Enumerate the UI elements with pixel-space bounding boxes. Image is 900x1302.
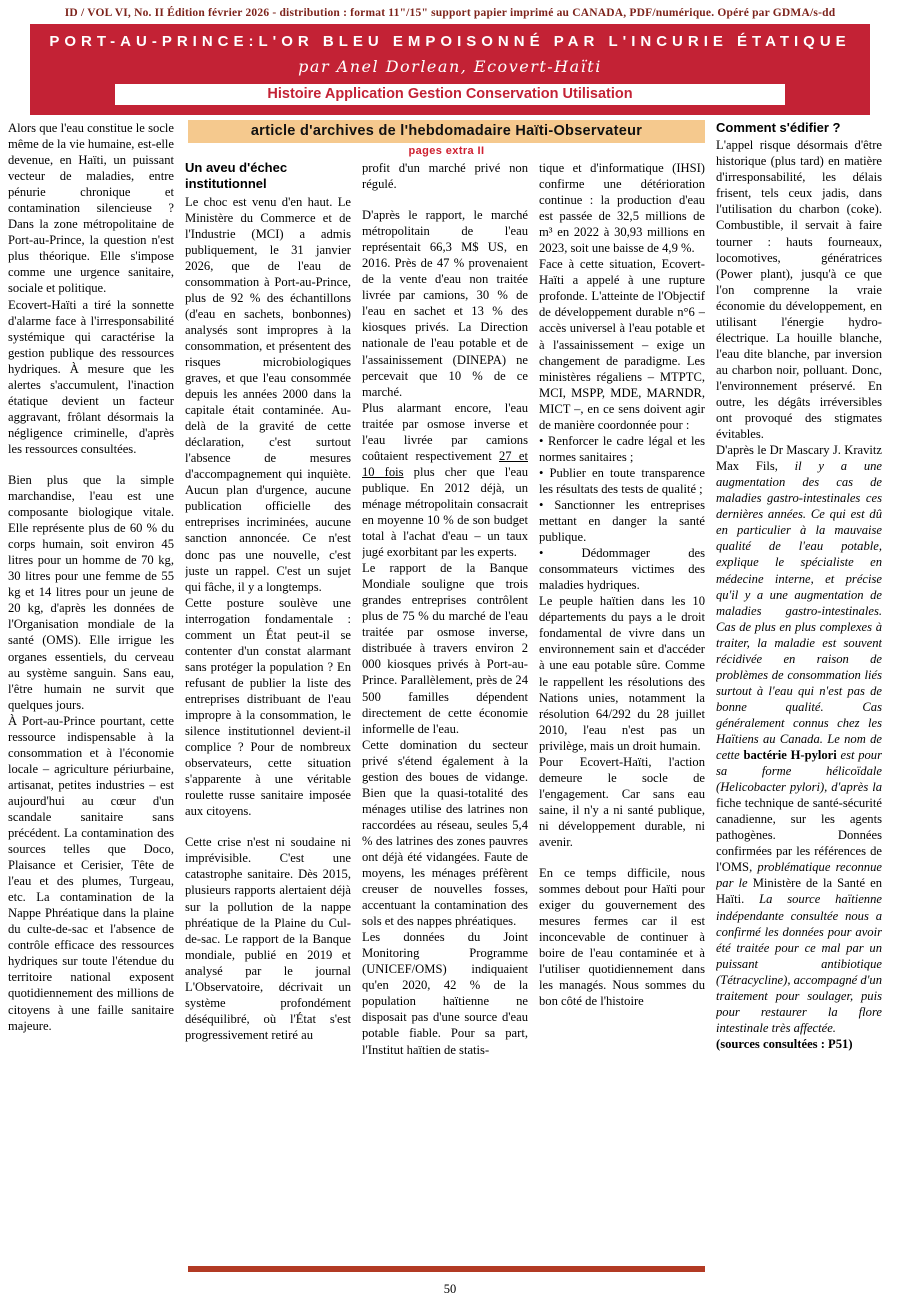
article-column-1	[8, 120, 174, 1272]
edition-meta-line: ID / VOL VI, No. II Édition février 2026 - distribution : format 11"/15" support papier imprimé au CANADA, PDF/numérique. Opéré par GDMA/s-dd	[64, 7, 836, 19]
paragraph: L'appel risque désormais d'être historique (plus tard) en matière d'irresponsabilité, les délais frisent, tels ceux jadis, dans l'utilisation du charbon (coke). Combustible, il servait à faire tourner : hauts fourneaux, locomotives, génératrices (Power plant), jusqu'à ce que l'on comprenne la vraie économie du développement, en utilisant l'énergie hydro-électrique. La houille blanche, l'eau dite blanche, par inversion au charbon noir, polluant. Donc, l'environnement préservé. En outre, les dégâts irréversibles ont provoqué des stigmates évitables.	[716, 138, 882, 442]
paragraph: • Dédommager des consommateurs victimes des maladies hydriques.	[539, 546, 705, 593]
paragraph: • Publier en toute transparence les résultats des tests de qualité ;	[539, 465, 705, 496]
article-headline: PORT-AU-PRINCE:L'OR BLEU EMPOISONNÉ PAR L'INCURIE ÉTATIQUE	[49, 33, 851, 50]
paragraph: D'après le rapport, le marché métropolitain de l'eau représentait 66,3 M$ US, en 2016. Près de 47 % provenaient de la vente d'eau non traitée livrée par camions, 30 % de l'eau en sachet et 13 % des kiosques privés. La Direction nationale de l'eau potable et de l'assainissement (DINEPA) ne percevait que 10 % de ce marché.	[362, 208, 528, 399]
paragraph: Cette posture soulève une interrogation fondamentale : comment un État peut-il se contenter d'un constat alarmant sans protéger la population ? En refusant de publier la liste des entreprises distribuant de l'eau impropre à la consommation, le silence institutionnel devient-il complice ? Pour de nombreux observateurs, cette situation s'apparente à une véritable roulette russe sanitaire imposée aux citoyens.	[185, 595, 351, 819]
paragraph: tique et d'informatique (IHSI) confirme une détérioration continue : la production d'eau est passée de 32,5 millions de m³ en 2022 à 30,93 millions en 2023, soit une baisse de 4,9 %.	[539, 161, 705, 256]
paragraph: À Port-au-Prince pourtant, cette ressource indispensable à la consommation et à l'économie locale – agriculture périurbaine, artisanat, petites industries – est aujourd'hui au cœur d'un scandale sanitaire sans précédent. La contamination des sources telles que Doco, Plaisance et Cerisier, Tête de l'eau et des plumes, Turgeau, etc. La contamination de la Nappe Phréatique dans la plaine du culte-de-sac et l'absence de contrôle efficace des ressources hydriques sur toute l'étendue du territoire national exposent quotidiennement des millions de citoyens à une faille sanitaire majeure.	[8, 713, 174, 1033]
paragraph: Les données du Joint Monitoring Programme (UNICEF/OMS) indiquaient qu'en 2020, 42 % de la population haïtienne ne disposait pas d'une source d'eau potable fiable. Pour sa part, l'Institut haïtien de statis-	[362, 930, 528, 1057]
paragraph: Le choc est venu d'en haut. Le Ministère du Commerce et de l'Industrie (MCI) a admis publiquement, le 31 janvier 2026, que de l'eau de consommation à Port-au-Prince, plus de 92 % des échantillons (d'eau en sachets, bonbonnes) analysés sont impropres à la consommation, et présentent des risques microbiologiques graves, et que l'eau consommée depuis les années 2000 dans la capitale était contaminée. Au-delà de la gravité de cette déclaration, c'est surtout l'absence de mesures d'accompagnement qui inquiète. Aucun plan d'urgence, aucune publication officielle des entreprises incriminées, aucune sanction annoncée. Ce n'est donc pas une nouvelle, c'est juste un rappel. C'est un sujet qui fâche, il y a longtemps.	[185, 194, 351, 594]
paragraph: Bien plus que la simple marchandise, l'eau est une composante biologique vitale. Elle représente plus de 60 % du corps humain, soit environ 45 litres pour un homme de 70 kg, 30 litres pour une femme de 55 kg et 14 litres pour un jeune de 20 kg, d'après les données de l'Organisation mondiale de la santé (OMS). Elle irrigue les organes essentiels, du cerveau au système sanguin. Sans eau, l'être humain ne survit que quelques jours.	[8, 472, 174, 712]
paragraph: Cette crise n'est ni soudaine ni imprévisible. C'est une catastrophe sanitaire. Dès 2015, plusieurs rapports alertaient déjà sur la pollution de la nappe phréatique de la Plaine du Cul-de-sac. Le rapport de la Banque mondiale, publié en 2019 et analysé par le journal L'Observatoire, décrivait un système profondément déséquilibré, où l'État s'est progressivement retiré au	[185, 835, 351, 1042]
paragraph: Le rapport de la Banque Mondiale souligne que trois grandes entreprises contrôlent plus de 75 % du marché de l'eau traitée par osmose inverse, distribuée à travers environ 2 000 kiosques privés à Port-au-Prince. Parallèlement, près de 24 500 familles dépendent directement de cette économie informelle de l'eau.	[362, 561, 528, 736]
archive-banner-subtitle: pages extra II	[408, 145, 485, 157]
paragraph: Le peuple haïtien dans les 10 départements du pays a le droit fondamental de vivre dans un environnement sain et d'accéder à une eau potable sûre. Comme le rappellent les résolutions des Nations unies, notamment la résolution 64/292 du 28 juillet 2010, l'eau n'est pas un privilège, mais un droit humain.	[539, 594, 705, 753]
paragraph: • Sanctionner les entreprises mettant en danger la santé publique.	[539, 497, 705, 545]
archive-banner-label: article d'archives de l'hebdomadaire Haïti-Observateur	[188, 120, 705, 143]
article-column-3	[362, 120, 528, 1272]
paragraph: profit d'un marché privé non régulé.	[362, 161, 528, 192]
paragraph: D'après le Dr Mascary J. Kravitz Max Fils, il y a une augmentation des cas de maladies gastro-intestinales ces dernières années. Ce qui est dû en particulier à la mauvaise qualité de l'eau potable, explique le spécialiste en médecine interne, et précise qu'il y a une augmentation de maladies gastro-intestinales. Cas de plus en plus complexes à traiter, la maladie est souvent récidivée en raison de problèmes de consommation liés surtout à l'eau qui n'est pas de bonne qualité. Cas généralement connus chez les Haïtiens au Canada. Le nom de cette bactérie H-pylori est pour sa forme hélicoïdale (Helicobacter pylori), d'après la fiche technique de santé-sécurité canadienne, sur les agents pathogènes. Données confirmées par les références de l'OMS, problématique reconnue par le Ministère de la Santé en Haïti. La source haïtienne indépendante consultée nous a confirmé les données pour avoir été traitée pour ce mal par un puissant antibiotique (Tétracycline), accompagné d'un traitement pour soulager, puis pour restaurer la flore intestinale très affectée.	[716, 443, 882, 1035]
paragraph: Pour Ecovert-Haïti, l'action demeure le socle de l'engagement. Car sans eau saine, il n'y a ni santé publique, ni développement durable, ni avenir.	[539, 754, 705, 849]
article-column-4	[539, 120, 705, 1272]
article-body	[8, 120, 892, 1272]
section-keywords-strip: Histoire Application Gestion Conservation Utilisation	[115, 84, 785, 105]
paragraph: Cette domination du secteur privé s'étend également à la gestion des boues de vidange. Bien que la quasi-totalité des ménages utilise des latrines non raccordées au réseau, seules 5,4 % des latrines des zones pauvres ont déjà été vidangées. Faute de moyens, les ménages préfèrent creuser de nouvelles fosses, accentuant la contamination des sols et des nappes phréatiques.	[362, 737, 528, 929]
bottom-divider-rule	[188, 1266, 705, 1272]
paragraph: (sources consultées : P51)	[716, 1036, 853, 1051]
article-byline: par Anel Dorlean, Ecovert-Haïti	[298, 57, 602, 76]
paragraph: • Renforcer le cadre légal et les normes sanitaires ;	[539, 433, 705, 464]
paragraph: Face à cette situation, Ecovert-Haïti a appelé à une rupture profonde. L'atteinte de l'Objectif de développement durable n°6 – accès universel à l'eau potable et à l'assainissement – exige un changement de paradigme. Les ministères régaliens – MTPTC, MCI, MSPP, MDE, MARNDR, MICT –, en ce sens doivent agir de manière coordonnée pour :	[539, 257, 705, 432]
archive-banner	[188, 120, 705, 157]
paragraph: Plus alarmant encore, l'eau traitée par osmose inverse et l'eau livrée par camions coûtaient respectivement 27 et 10 fois plus cher que l'eau publique. En 2012 déjà, un ménage métropolitain consacrait en moyenne 10 % de son budget total à l'achat d'eau – un taux jugé exorbitant par les experts.	[362, 400, 528, 560]
article-column-5	[716, 120, 882, 1272]
paragraph: Alors que l'eau constitue le socle même de la vie humaine, est-elle devenue, en Haïti, un puissant vecteur de maladies, entre pénurie chronique et contamination silencieuse ? Dans la zone métropolitaine de Port-au-Prince, la question n'est plus théorique. Elle s'impose comme une urgence sanitaire, sociale et politique.	[8, 121, 174, 296]
article-column-2	[185, 120, 351, 1272]
paragraph: En ce temps difficile, nous sommes debout pour Haïti pour exiger du gouvernement des mesures fermes car il est inconcevable de continuer à boire de l'eau contaminée et à l'utiliser quotidiennement dans les managés. Nous sommes du bon côté de l'histoire	[539, 866, 705, 1009]
paragraph-heading: Un aveu d'échec institutionnel	[185, 160, 288, 192]
paragraph-heading: Comment s'édifier ?	[716, 120, 841, 135]
headline-banner	[30, 24, 870, 115]
paragraph: Ecovert-Haïti a tiré la sonnette d'alarme face à l'irresponsabilité systémique qui caractérise la gestion publique des ressources hydriques. À mesure que les alertes s'accumulent, l'inaction étatique devient un facteur aggravant, frôlant désormais la négligence criminelle, d'après les ressources consultées.	[8, 297, 174, 456]
page-number: 50	[443, 1282, 457, 1296]
